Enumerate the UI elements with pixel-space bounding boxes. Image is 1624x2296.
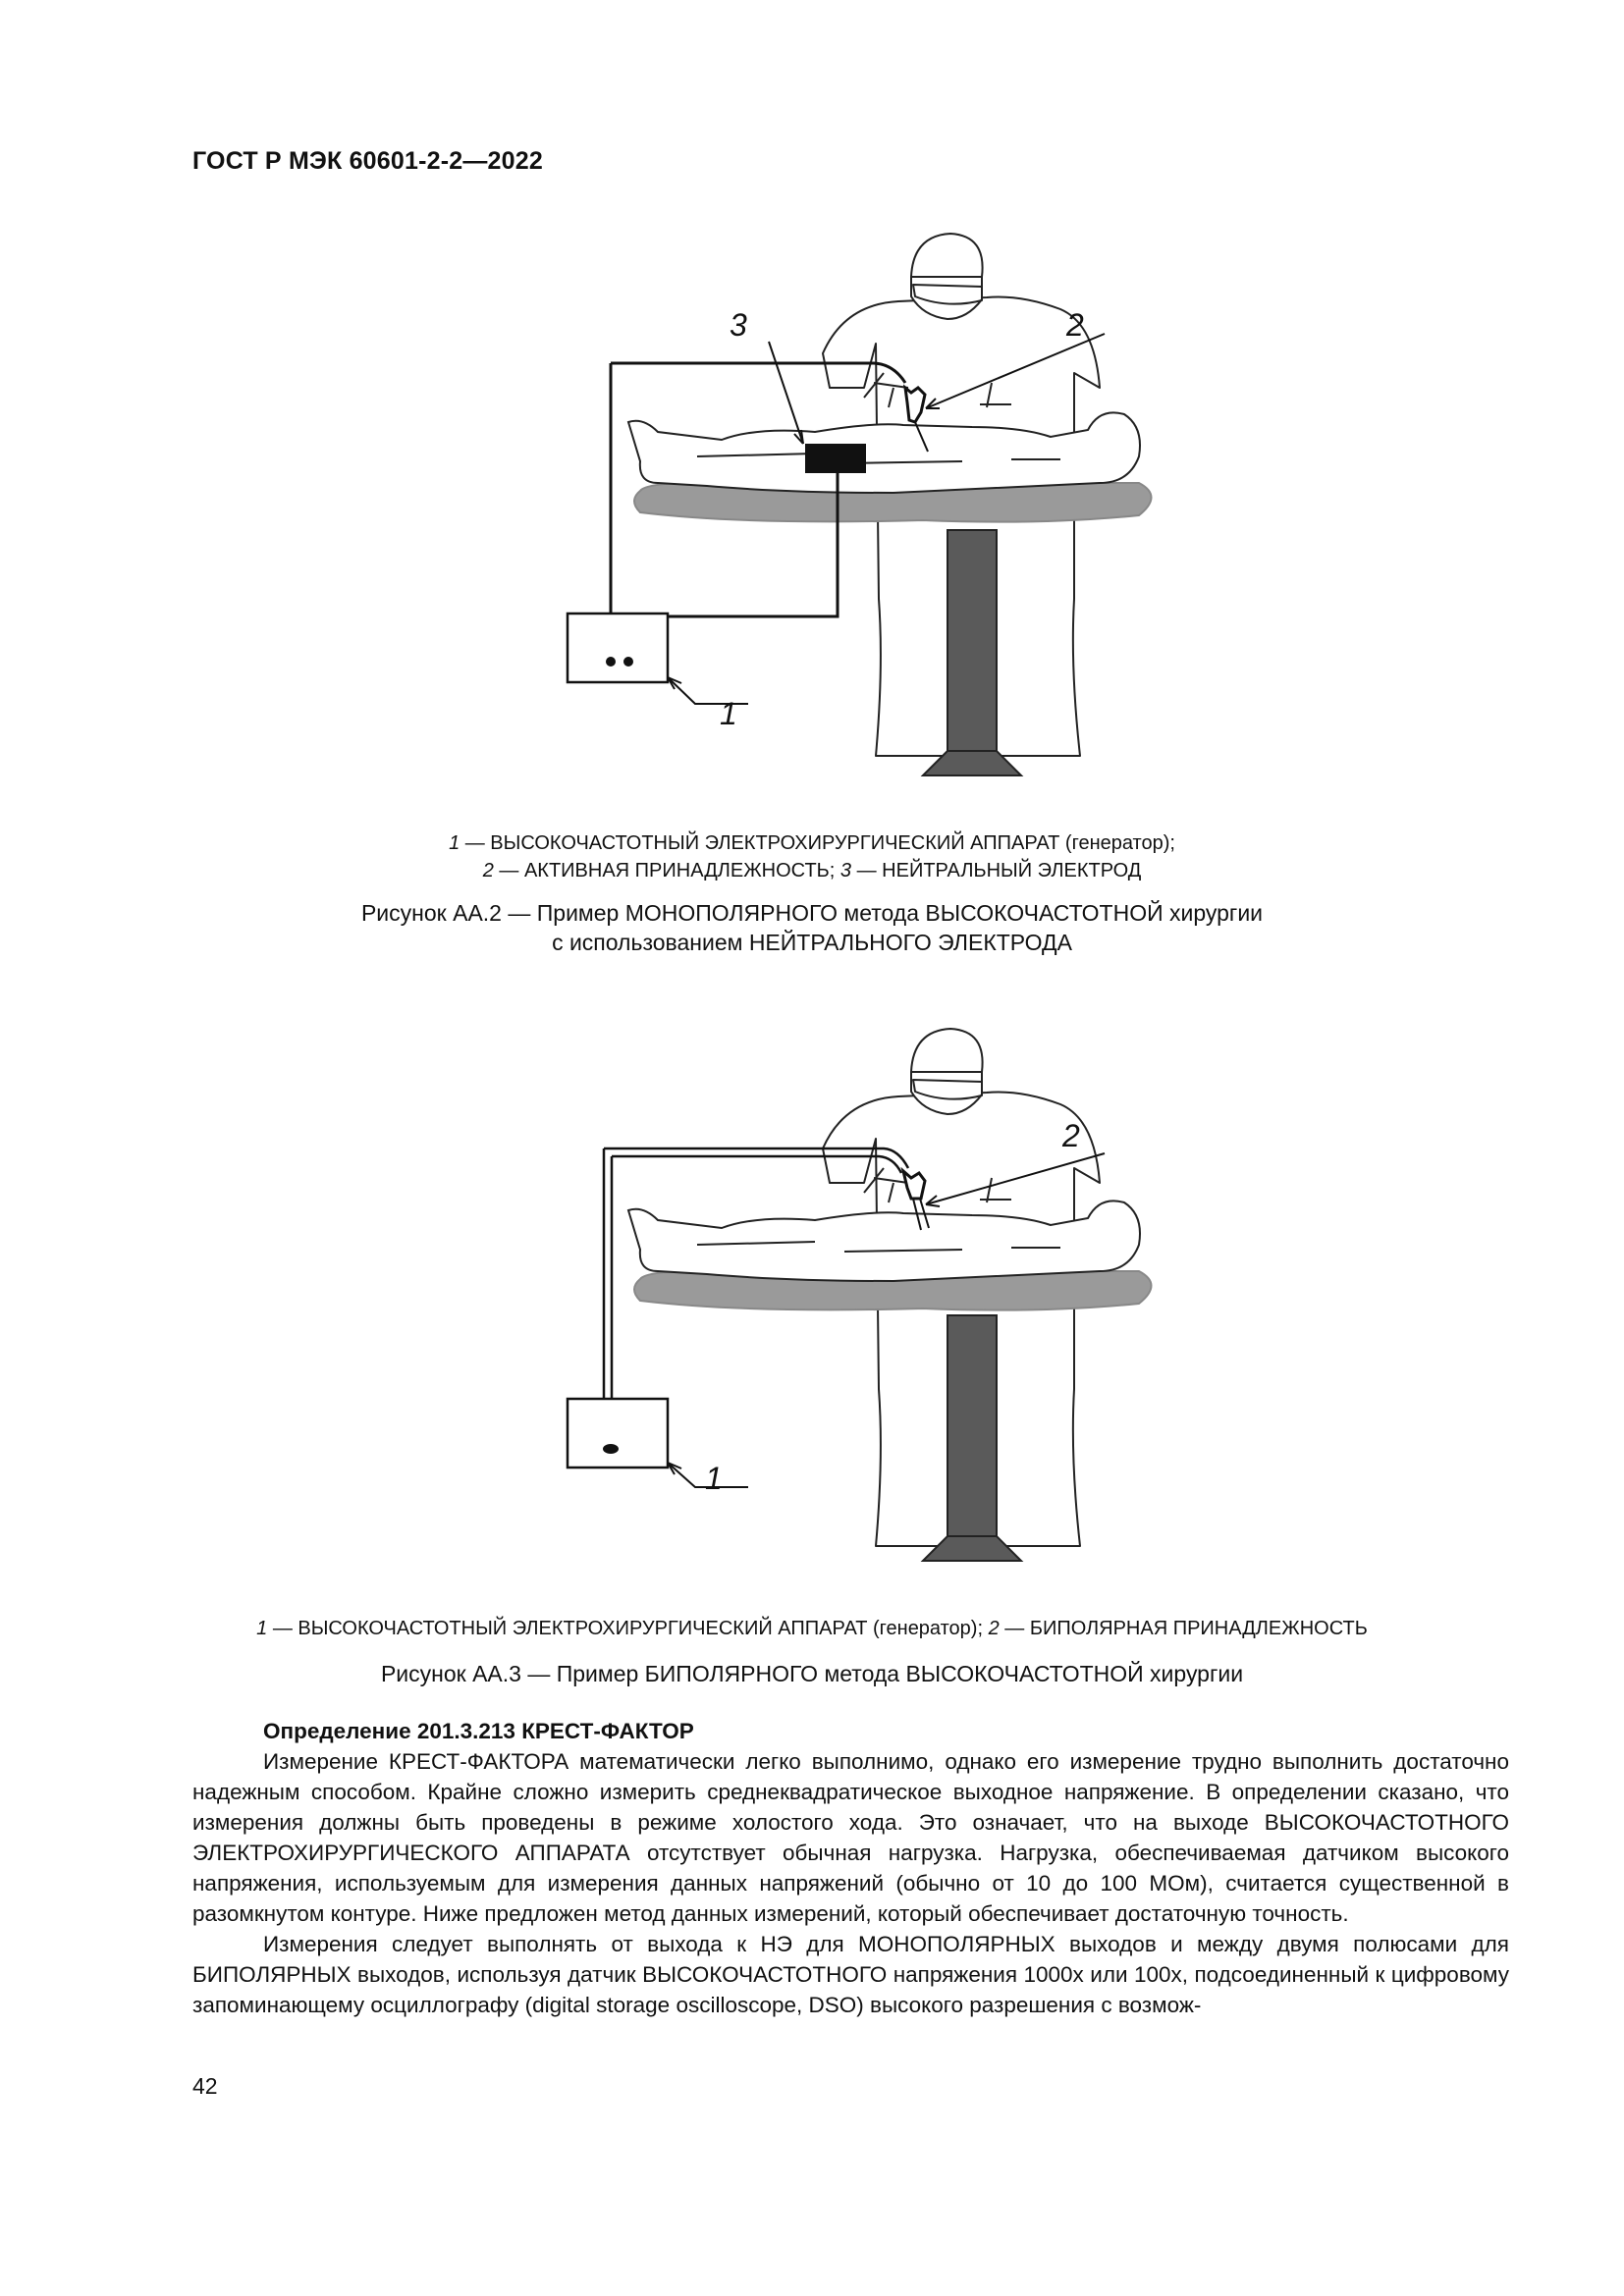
section-heading: Определение 201.3.213 КРЕСТ-ФАКТОР bbox=[263, 1719, 694, 1743]
legend-num-2: 2 bbox=[482, 860, 494, 881]
paragraph-2: Измерения следует выполнять от выхода к НЭ для МОНОПОЛЯРНЫХ выходов и между двумя полюсами для БИПОЛЯРНЫХ выходов, используя датчик ВЫСОКОЧАСТОТНОГО напряжения 1000x или 100x, подсоединенный к цифровому запоминающему осциллографу (digital storage oscilloscope, DSO) высокого разрешения с возмож- bbox=[192, 1932, 1509, 2017]
figure-aa2-title-line1: Рисунок АА.2 — Пример МОНОПОЛЯРНОГО метода ВЫСОКОЧАСТОТНОЙ хирургии bbox=[360, 900, 1264, 926]
callout-1: 1 bbox=[705, 1461, 723, 1496]
callout-1: 1 bbox=[720, 696, 737, 731]
legend-num-2: 2 bbox=[988, 1618, 1000, 1639]
generator-box bbox=[568, 1399, 668, 1468]
legend-text-2: — АКТИВНАЯ ПРИНАДЛЕЖНОСТЬ; bbox=[493, 860, 840, 881]
monopolar-surgery-illustration bbox=[550, 226, 1159, 795]
standard-designation: ГОСТ Р МЭК 60601-2-2—2022 bbox=[192, 147, 543, 175]
figure-aa2-monopolar bbox=[550, 226, 1159, 795]
legend-num-1: 1 bbox=[256, 1618, 268, 1639]
generator-box bbox=[568, 614, 668, 682]
table-column bbox=[947, 530, 997, 751]
figure-aa3-bipolar bbox=[550, 1016, 1159, 1585]
body-text bbox=[192, 1716, 1509, 2020]
legend-text-2: — БИПОЛЯРНАЯ ПРИНАДЛЕЖНОСТЬ bbox=[999, 1618, 1368, 1639]
neutral-electrode-pad bbox=[805, 444, 866, 473]
paragraph-1: Измерение КРЕСТ-ФАКТОРА математически легко выполнимо, однако его измерение трудно выполнить достаточно надежным способом. Крайне сложно измерить среднеквадратическое выходное напряжение. В определении сказано, что измерения должны быть проведены в режиме холостого хода. Это означает, что на выходе ВЫСОКОЧАСТОТНОГО ЭЛЕКТРОХИРУРГИЧЕСКОГО АППАРАТА отсутствует обычная нагрузка. Нагрузка, обеспечиваемая датчиком высокого напряжения, используемым для измерения данных напряжений (обычно от 10 до 100 МОм), считается существенной в разомкнутом контуре. Ниже предложен метод данных измерений, который обеспечивает достаточную точность. bbox=[192, 1749, 1509, 1926]
callout-2: 2 bbox=[1062, 1118, 1080, 1153]
figure-aa2-title-line2: с использованием НЕЙТРАЛЬНОГО ЭЛЕКТРОДА bbox=[552, 930, 1072, 955]
legend-text-1: — ВЫСОКОЧАСТОТНЫЙ ЭЛЕКТРОХИРУРГИЧЕСКИЙ АППАРАТ (генератор); bbox=[267, 1618, 989, 1639]
figure-aa2-legend bbox=[192, 829, 1432, 884]
figure-aa3-legend bbox=[192, 1615, 1432, 1642]
legend-text-1: — ВЫСОКОЧАСТОТНЫЙ ЭЛЕКТРОХИРУРГИЧЕСКИЙ АППАРАТ (генератор); bbox=[460, 832, 1175, 854]
callout-3: 3 bbox=[730, 307, 747, 343]
legend-num-3: 3 bbox=[839, 860, 852, 881]
figure-aa3-title: Рисунок АА.3 — Пример БИПОЛЯРНОГО метода ВЫСОКОЧАСТОТНОЙ хирургии bbox=[380, 1661, 1244, 1686]
legend-num-1: 1 bbox=[449, 832, 460, 854]
legend-text-3: — НЕЙТРАЛЬНЫЙ ЭЛЕКТРОД bbox=[851, 860, 1142, 881]
page-number: 42 bbox=[192, 2073, 218, 2099]
callout-2: 2 bbox=[1066, 307, 1084, 343]
figure-aa2-title bbox=[192, 898, 1432, 957]
bipolar-surgery-illustration bbox=[550, 1016, 1159, 1585]
table-column bbox=[947, 1315, 997, 1536]
